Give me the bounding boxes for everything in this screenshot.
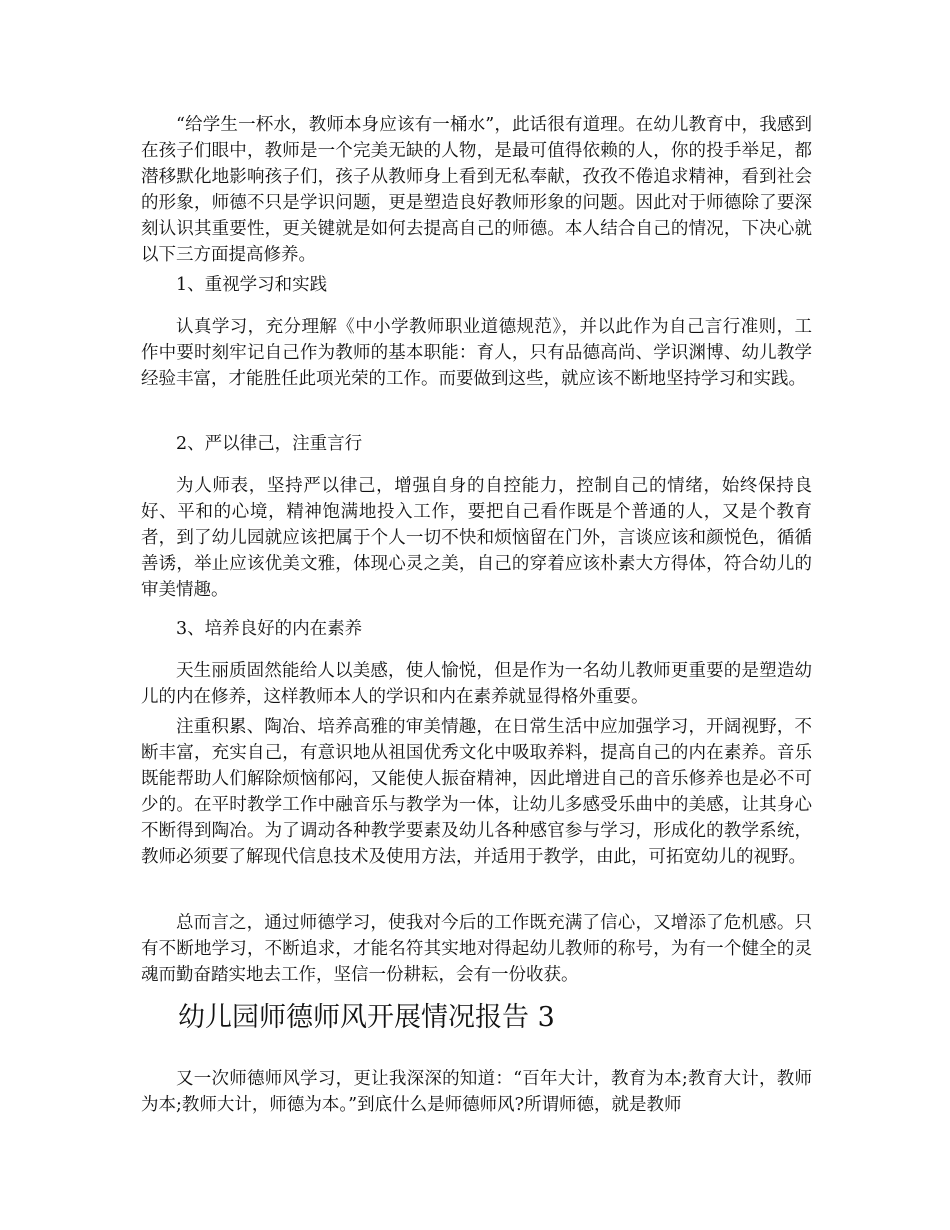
- heading-study-practice: 1、重视学习和实践: [176, 275, 328, 295]
- study-paragraph: 认真学习，充分理解《中小学教师职业道德规范》，并以此作为自己言行准则，工作中要时刻牢记自己作为教师的基本职能：育人，只有品德高尚、学识渊博、幼儿教学经验丰富，才能胜任此项光荣的工作。而要做到这些，就应该不断地坚持学习和实践。: [141, 317, 812, 389]
- intro-paragraph: “给学生一杯水，教师本身应该有一桶水”，此话很有道理。在幼儿教育中，我感到在孩子们眼中，教师是一个完美无缺的人物，是最可值得依赖的人，你的投手举足，都潜移默化地影响孩子们，孩子从教师身上看到无私奉献，孜孜不倦追求精神，看到社会的形象，师德不只是学识问题，更是塑造良好教师形象的问题。因此对于师德除了要深刻认识其重要性，更关键就是如何去提高自己的师德。本人结合自己的情况，下决心就以下三方面提高修养。: [141, 115, 812, 265]
- discipline-paragraph: 为人师表，坚持严以律己，增强自身的自控能力，控制自己的情绪，始终保持良好、平和的心境，精神饱满地投入工作，要把自己看作既是个普通的人，又是个教育者，到了幼儿园就应该把属于个人一切不快和烦恼留在门外，言谈应该和颜悦色，循循善诱，举止应该优美文雅，体现心灵之美，自己的穿着应该朴素大方得体，符合幼儿的审美情趣。: [141, 476, 812, 600]
- inner-quality-paragraph: 天生丽质固然能给人以美感，使人愉悦，但是作为一名幼儿教师更重要的是塑造幼儿的内在修养，这样教师本人的学识和内在素养就显得格外重要。: [141, 661, 812, 707]
- section-title: 幼儿园师德师风开展情况报告 3: [178, 1002, 555, 1033]
- heading-self-discipline: 2、严以律己，注重言行: [176, 434, 363, 454]
- heading-inner-quality: 3、培养良好的内在素养: [176, 619, 363, 639]
- aesthetic-paragraph: 注重积累、陶冶、培养高雅的审美情趣，在日常生活中应加强学习，开阔视野，不断丰富，充实自己，有意识地从祖国优秀文化中吸取养料，提高自己的内在素养。音乐既能帮助人们解除烦恼郁闷，又能使人振奋精神，因此增进自己的音乐修养也是必不可少的。在平时教学工作中融音乐与教学为一体，让幼儿多感受乐曲中的美感，让其身心不断得到陶冶。为了调动各种教学要素及幼儿各种感官参与学习，形成化的教学系统，教师必须要了解现代信息技术及使用方法，并适用于教学，由此，可拓宽幼儿的视野。: [141, 717, 812, 867]
- closing-paragraph: 又一次师德师风学习，更让我深深的知道：“百年大计，教育为本;教育大计，教师为本;教师大计，师德为本。”到底什么是师德师风?所谓师德，就是教师: [141, 1069, 812, 1115]
- conclusion-paragraph: 总而言之，通过师德学习，使我对今后的工作既充满了信心，又增添了危机感。只有不断地学习，不断追求，才能名符其实地对得起幼儿教师的称号，为有一个健全的灵魂而勤奋踏实地去工作，坚信一份耕耘，会有一份收获。: [141, 913, 812, 985]
